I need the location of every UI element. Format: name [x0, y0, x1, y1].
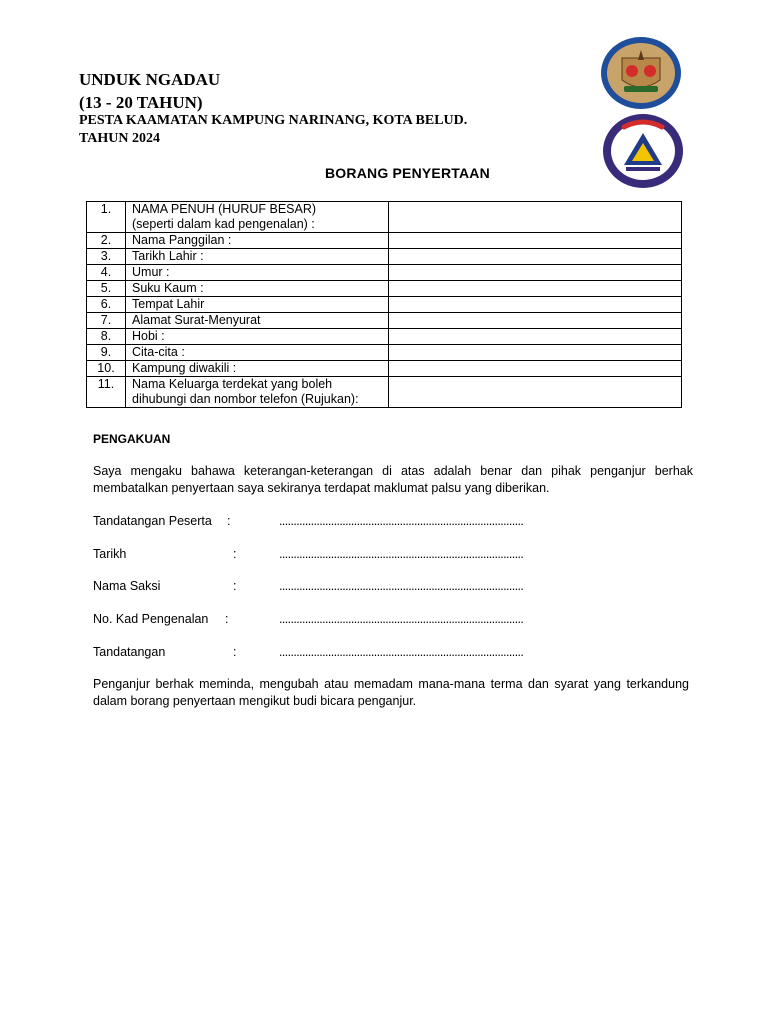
answer-field[interactable] [389, 281, 682, 297]
row-label [126, 329, 389, 345]
registration-table [86, 201, 682, 408]
signature-field-line[interactable]: ..................................................................................... [279, 612, 524, 626]
row-label-line: Kampung diwakili : [132, 361, 237, 375]
row-label-line: Tempat Lahir [132, 297, 205, 311]
header-age-range: (13 - 20 TAHUN) [79, 93, 203, 112]
row-number: 9. [87, 345, 126, 361]
signature-field-label: Tarikh [93, 547, 127, 561]
header-event: PESTA KAAMATAN KAMPUNG NARINANG, KOTA BELUD. [79, 113, 468, 128]
signature-field-line[interactable]: ..................................................................................... [279, 514, 524, 528]
signature-field-colon: : [233, 645, 237, 659]
answer-field[interactable] [389, 202, 682, 233]
row-number: 8. [87, 329, 126, 345]
row-label-line: Suku Kaum : [132, 281, 204, 295]
row-number: 1. [87, 202, 126, 233]
table-row [87, 265, 682, 281]
footer-note: Penganjur berhak meminda, mengubah atau memadam mana-mana terma dan syarat yang terkandung dalam borang penyertaan mengikut budi bicara penganjur. [93, 677, 689, 708]
answer-field[interactable] [389, 249, 682, 265]
row-number: 7. [87, 313, 126, 329]
table-row [87, 345, 682, 361]
signature-field-colon: : [233, 579, 237, 593]
signature-field-colon: : [225, 612, 229, 626]
answer-field[interactable] [389, 233, 682, 249]
row-label-line: Alamat Surat-Menyurat [132, 313, 261, 327]
row-label-line: dihubungi dan nombor telefon (Rujukan): [132, 392, 359, 406]
signature-field-line[interactable]: ..................................................................................... [279, 645, 524, 659]
row-number: 3. [87, 249, 126, 265]
row-number: 6. [87, 297, 126, 313]
row-label [126, 377, 389, 408]
row-label [126, 265, 389, 281]
row-label-line: Umur : [132, 265, 170, 279]
row-label-line: Cita-cita : [132, 345, 185, 359]
signature-field-line[interactable]: ..................................................................................... [279, 547, 524, 561]
answer-field[interactable] [389, 377, 682, 408]
row-label-line: Nama Keluarga terdekat yang boleh [132, 377, 333, 391]
answer-field[interactable] [389, 329, 682, 345]
row-label [126, 233, 389, 249]
header-year: TAHUN 2024 [79, 131, 161, 146]
declaration-heading: PENGAKUAN [93, 432, 171, 446]
row-label [126, 361, 389, 377]
signature-field-label: Tandatangan Peserta [93, 514, 212, 528]
answer-field[interactable] [389, 297, 682, 313]
signature-field-line[interactable]: ..................................................................................... [279, 579, 524, 593]
ministry-youth-sports-logo [602, 113, 684, 189]
row-label-line: Hobi : [132, 329, 165, 343]
form-title: BORANG PENYERTAAN [325, 165, 490, 181]
header-title: UNDUK NGADAU [79, 70, 221, 89]
row-label-line: Tarikh Lahir : [132, 249, 204, 263]
row-number: 10. [87, 361, 126, 377]
signature-field-label: No. Kad Pengenalan [93, 612, 209, 626]
row-label [126, 297, 389, 313]
row-number: 11. [87, 377, 126, 408]
row-label [126, 313, 389, 329]
row-label [126, 281, 389, 297]
row-number: 4. [87, 265, 126, 281]
table-row [87, 249, 682, 265]
declaration-text: Saya mengaku bahawa keterangan-keterangan di atas adalah benar dan pihak penganjur berhak membatalkan penyertaan saya sekiranya terdapat maklumat palsu yang diberikan. [93, 464, 693, 495]
district-crest-logo [600, 36, 682, 110]
table-row [87, 281, 682, 297]
answer-field[interactable] [389, 265, 682, 281]
signature-field-label: Tandatangan [93, 645, 166, 659]
table-row [87, 329, 682, 345]
signature-field-label: Nama Saksi [93, 579, 161, 593]
row-label-line: NAMA PENUH (HURUF BESAR) [132, 202, 317, 216]
signature-field-colon: : [233, 547, 237, 561]
signature-field-colon: : [227, 514, 231, 528]
row-label [126, 249, 389, 265]
answer-field[interactable] [389, 313, 682, 329]
answer-field[interactable] [389, 361, 682, 377]
row-number: 5. [87, 281, 126, 297]
row-number: 2. [87, 233, 126, 249]
table-row [87, 233, 682, 249]
table-row [87, 297, 682, 313]
table-row [87, 202, 682, 233]
row-label-line: (seperti dalam kad pengenalan) : [132, 217, 315, 231]
table-row [87, 313, 682, 329]
table-row [87, 377, 682, 408]
row-label [126, 345, 389, 361]
row-label [126, 202, 389, 233]
row-label-line: Nama Panggilan : [132, 233, 232, 247]
table-row [87, 361, 682, 377]
answer-field[interactable] [389, 345, 682, 361]
